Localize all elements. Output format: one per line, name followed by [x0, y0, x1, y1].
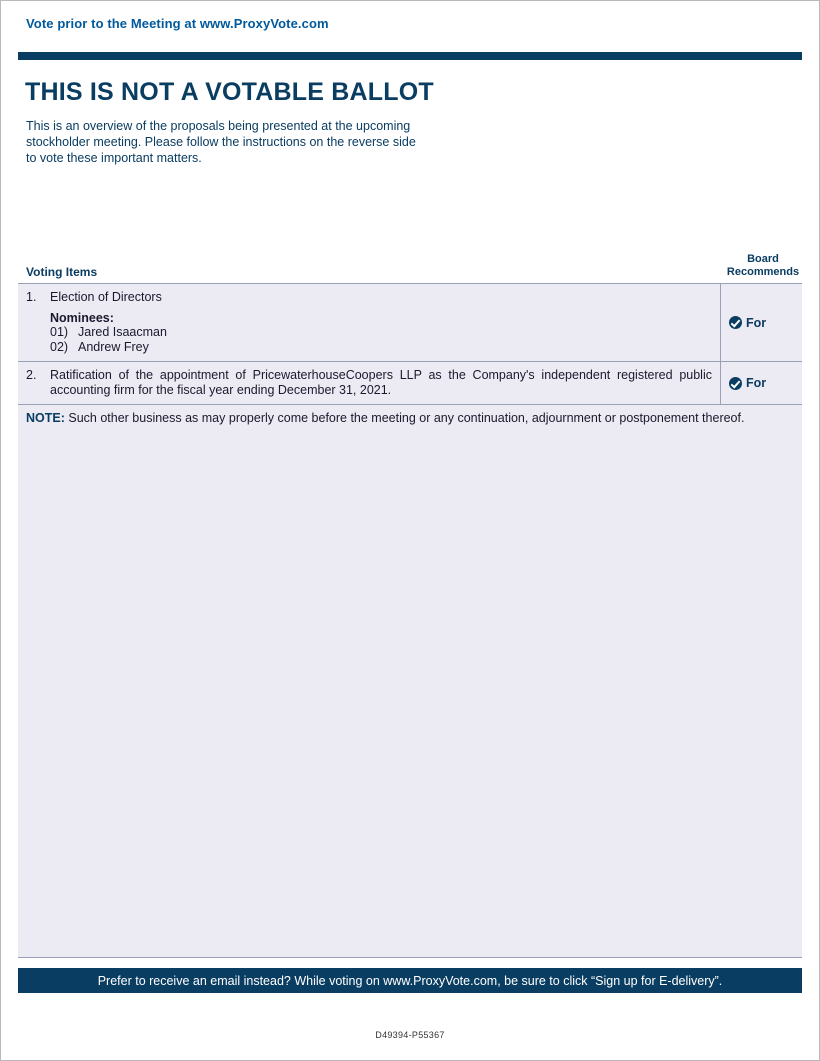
- proposal-1-recommendation-cell: [720, 284, 802, 361]
- proposal-2-recommendation: [729, 376, 766, 390]
- document-code: D49394-P55367: [375, 1030, 445, 1040]
- proposal-1-number: 1.: [26, 290, 37, 304]
- board-recommends-header: [722, 253, 804, 279]
- table-empty-area: [18, 427, 802, 958]
- nominee-1-name: Jared Isaacman: [78, 325, 167, 339]
- proposal-2-text: Ratification of the appointment of PricewaterhouseCoopers LLP as the Company's independent registered public accounting firm for the fiscal year ending December 31, 2021.: [50, 368, 712, 397]
- board-recommends-line2: Recommends: [726, 266, 800, 278]
- table-row: [18, 284, 802, 362]
- board-recommends-line1: Board: [747, 253, 779, 265]
- proposal-2-recommendation-label: For: [746, 376, 767, 390]
- list-item: [50, 325, 712, 340]
- proposal-2-line: [26, 368, 712, 398]
- intro-paragraph: This is an overview of the proposals being presented at the upcoming stockholder meeting. Please follow the instructions on the reverse side to vote these important matters.: [26, 119, 416, 165]
- proposal-1-body: [18, 284, 720, 361]
- page-title: THIS IS NOT A VOTABLE BALLOT: [25, 78, 434, 106]
- vote-prior-link[interactable]: Vote prior to the Meeting at www.ProxyVote.com: [26, 16, 329, 31]
- header-divider-rule: [18, 52, 802, 60]
- nominee-1-index: 01): [50, 325, 69, 339]
- proposal-1-recommendation-label: For: [746, 315, 767, 330]
- voting-items-header: Voting Items: [26, 265, 98, 279]
- proposal-2-body: [18, 362, 720, 404]
- proposal-1-recommendation: [729, 316, 766, 330]
- proposal-2-number: 2.: [26, 368, 37, 382]
- note-text: Such other business as may properly come before the meeting or any continuation, adjournment or postponement thereof.: [64, 411, 745, 425]
- note-label: NOTE:: [26, 411, 65, 425]
- check-circle-icon: [729, 377, 742, 390]
- list-item: [50, 340, 712, 355]
- nominees-label: Nominees:: [50, 311, 114, 325]
- table-row: [18, 362, 802, 405]
- nominee-2-name: Andrew Frey: [78, 340, 149, 354]
- voting-items-table: [18, 283, 802, 435]
- proposal-1-line: [26, 290, 712, 305]
- check-circle-icon: [729, 316, 742, 329]
- nominee-2-index: 02): [50, 340, 69, 354]
- proposal-2-recommendation-cell: [720, 362, 802, 404]
- proposal-1-text: Election of Directors: [50, 290, 162, 304]
- e-delivery-banner[interactable]: Prefer to receive an email instead? While voting on www.ProxyVote.com, be sure to click “Sign up for E-delivery”.: [18, 968, 802, 993]
